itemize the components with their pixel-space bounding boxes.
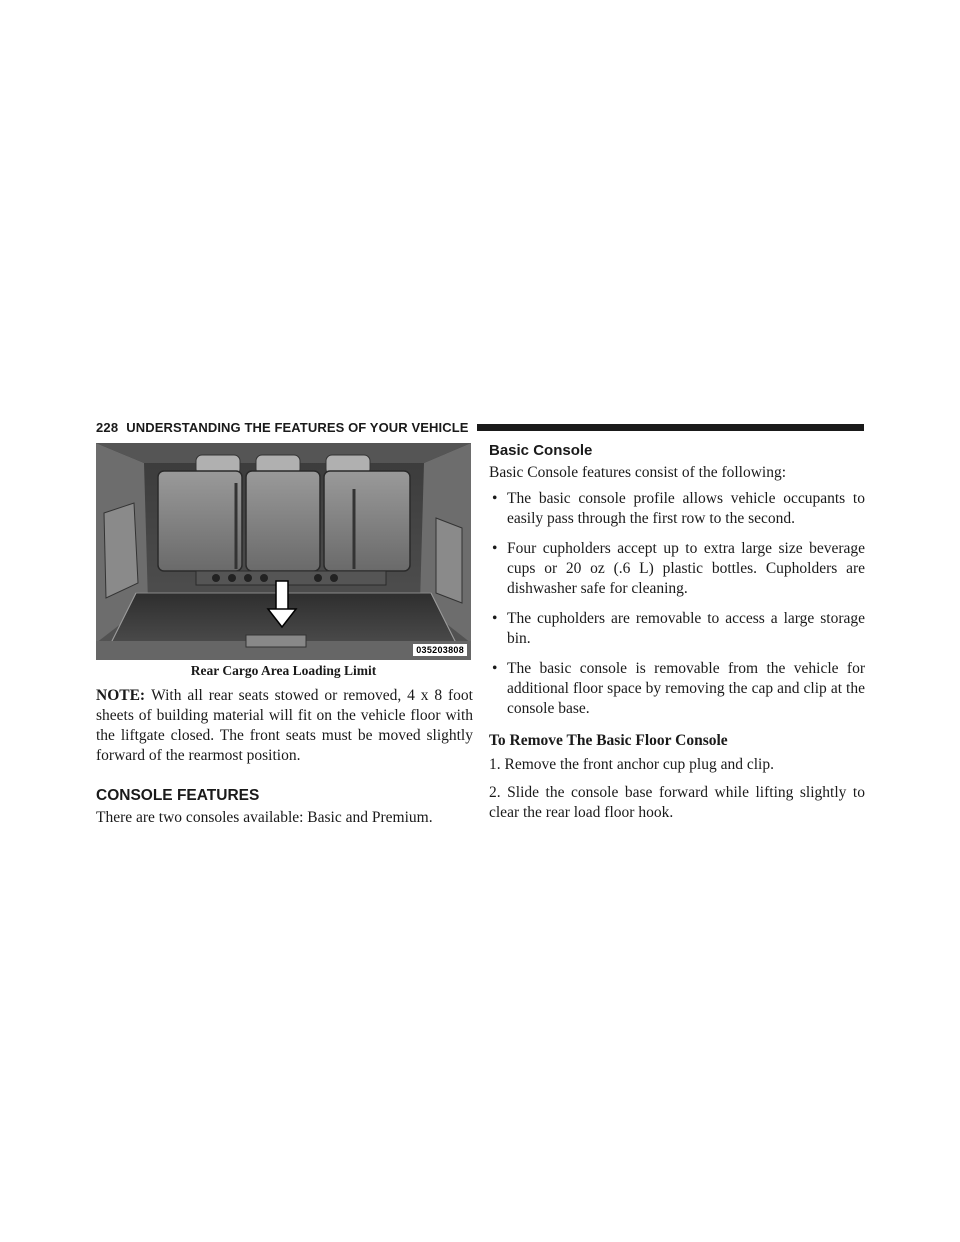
step-1: 1. Remove the front anchor cup plug and clip.: [489, 756, 774, 773]
bullet-icon: •: [492, 490, 498, 507]
console-features-heading: CONSOLE FEATURES: [96, 787, 260, 804]
bullet-icon: •: [492, 610, 498, 627]
note-paragraph: [96, 686, 473, 766]
basic-console-feature-list: [489, 489, 865, 719]
cargo-area-figure: [96, 443, 471, 660]
list-item-text: Four cupholders accept up to extra large size beverage cups or 20 oz (.6 L) plastic bottles. Cupholders are dishwasher safe for cleaning.: [507, 540, 865, 597]
list-item-text: The basic console is removable from the vehicle for additional floor space by removing the cap and clip at the console base.: [507, 660, 865, 717]
bullet-icon: •: [492, 660, 498, 677]
list-item: [489, 609, 865, 649]
page-header: [96, 418, 864, 436]
note-label: NOTE:: [96, 687, 146, 704]
figure-code: 035203808: [413, 644, 467, 656]
bullet-icon: •: [492, 540, 498, 557]
right-column: [489, 441, 865, 831]
step-2: 2. Slide the console base forward while lifting slightly to clear the rear load floor hook.: [489, 784, 865, 821]
list-item-text: The cupholders are removable to access a large storage bin.: [507, 610, 865, 647]
header-rule: [477, 424, 864, 431]
note-text: With all rear seats stowed or removed, 4 x 8 foot sheets of building material will fit on the vehicle floor with the liftgate closed. The front seats must be moved slightly forward of the rearmost position.: [96, 687, 473, 764]
basic-console-intro: Basic Console features consist of the following:: [489, 464, 787, 481]
basic-console-heading: Basic Console: [489, 442, 593, 459]
remove-console-heading: To Remove The Basic Floor Console: [489, 732, 728, 749]
list-item: [489, 489, 865, 529]
cargo-area-illustration: [96, 443, 471, 660]
left-column: [96, 686, 473, 828]
section-title: UNDERSTANDING THE FEATURES OF YOUR VEHICLE: [126, 419, 469, 435]
list-item-text: The basic console profile allows vehicle occupants to easily pass through the first row to the second.: [507, 490, 865, 527]
list-item: [489, 659, 865, 719]
console-intro: There are two consoles available: Basic and Premium.: [96, 809, 433, 826]
list-item: [489, 539, 865, 599]
figure-caption: Rear Cargo Area Loading Limit: [190, 663, 377, 678]
page-number: 228: [96, 419, 119, 435]
